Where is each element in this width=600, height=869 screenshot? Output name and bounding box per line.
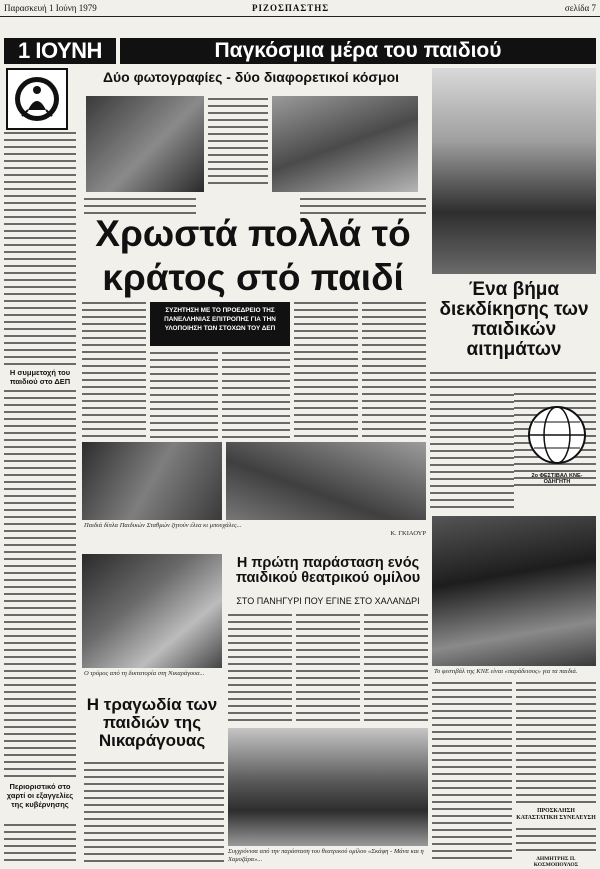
photo-festival-children — [432, 516, 596, 666]
iyc-emblem-icon — [8, 70, 66, 128]
photo-children-poor — [86, 96, 204, 192]
photo-demonstration — [432, 68, 596, 274]
main-headline-line-1: Χρωστά πολλά τό — [95, 213, 411, 254]
mid-column-3 — [222, 350, 290, 440]
theatre-subheadline: ΣΤΟ ΠΑΝΗΓΥΡΙ ΠΟΥ ΕΓΙΝΕ ΣΤΟ ΧΑΛΑΝΔΡΙ — [236, 596, 420, 606]
header-page: σελίδα 7 — [564, 3, 596, 13]
interview-kicker: ΣΥΖΗΤΗΣΗ ΜΕ ΤΟ ΠΡΟΕΔΡΕΙΟ ΤΗΣ ΠΑΝΕΛΛΗΝΙΑΣ ΕΠΙΤΡΟΠΗΣ ΓΙΑ ΤΗΝ ΥΛΟΠΟΙΗΣΗ ΤΩΝ ΣΤΟΧΩΝ ΤΟΥ ΔΕΠ — [150, 302, 290, 346]
mid-column-5 — [362, 300, 426, 440]
notice-title: ΠΡΟΣΚΛΗΣΗ ΚΑΤΑΣΤΑΤΙΚΗ ΣΥΝΕΛΕΥΣΗ — [516, 808, 596, 821]
photo-theatre — [228, 728, 428, 846]
left-subheading-2: Περιοριστικό στο χαρτί οι εξαγγελίες της κυβέρνησης — [6, 782, 74, 809]
photo-children-courtyard — [82, 442, 222, 520]
iyc-logo — [6, 68, 68, 130]
theatre-caption: Συγχρόνισα από την παράσταση του θεατρικού ομίλου «Σκάφη - Μάνα και η Χαμοζάρα»... — [228, 848, 424, 863]
theatre-column-2 — [296, 612, 360, 724]
photo-caption-text — [208, 96, 268, 188]
banner-date: 1 ΙΟΥΝΗ — [4, 38, 116, 64]
nicaragua-headline: Η τραγωδία των παιδιών της Νικαράγουας — [86, 695, 218, 750]
main-headline — [80, 212, 426, 300]
right-column-text-3 — [432, 680, 512, 860]
photo-nicaragua-children — [82, 554, 222, 668]
photo-credit: Κ. ΓΚΙΑΟΥΡ — [390, 530, 426, 537]
banner — [4, 38, 596, 64]
globe-icon — [520, 402, 594, 468]
mid-column-1 — [82, 300, 146, 440]
festival-badge-text: 2ο ΦΕΣΤΙΒΑΛ ΚΝΕ-ΟΔΗΓΗΤΗ — [531, 473, 583, 485]
right-column-text-4 — [516, 680, 596, 804]
right-column-text-2 — [430, 392, 514, 512]
left-column-text-1 — [4, 130, 76, 365]
theatre-column-1 — [228, 612, 292, 724]
mid-column-4 — [294, 300, 358, 440]
left-column-text-3 — [4, 822, 76, 864]
photo-row-caption: Παιδιά δίπλα Παιδικών Σταθμών ζητούν έλεα κι μπουχάλες... — [84, 522, 242, 529]
header-date: Παρασκευή 1 Ιούνη 1979 — [4, 3, 97, 13]
photos-headline: Δύο φωτογραφίες - δύο διαφορετικοί κόσμοι — [102, 69, 400, 85]
main-headline-line-2: κράτος στό παιδί — [102, 257, 404, 298]
notice-text — [516, 826, 596, 854]
festival-badge — [520, 402, 594, 485]
photo-children-rich — [272, 96, 418, 192]
photo-children-playing — [226, 442, 426, 520]
notice-signature: ΔΗΜΗΤΡΗΣ Π. ΚΟΣΜΟΠΟΥΛΟΣ — [533, 856, 579, 868]
theatre-headline: Η πρώτη παράσταση ενός παιδικού θεατρικού ομίλου — [235, 555, 421, 587]
left-subheading-1: Η συμμετοχή του παιδιού στο ΔΕΠ — [9, 368, 71, 386]
nicaragua-text — [84, 760, 224, 864]
left-column-text-2 — [4, 388, 76, 778]
header-paper: ΡΙΖΟΣΠΑΣΤΗΣ — [252, 3, 330, 13]
right-headline: Ένα βήμα διεκδίκησης των παιδικών αιτημάτων — [439, 279, 589, 360]
theatre-column-3 — [364, 612, 428, 724]
page-header — [0, 0, 600, 17]
mid-column-2 — [150, 350, 218, 440]
nicaragua-caption: Ο τρόμος από τη δικτατορία στη Νικαράγουα... — [84, 670, 205, 677]
banner-title: Παγκόσμια μέρα του παιδιού — [120, 38, 596, 64]
festival-caption: Το φεστιβάλ της ΚΝΕ είναι «παράδεισος» για τα παιδιά. — [434, 668, 578, 675]
